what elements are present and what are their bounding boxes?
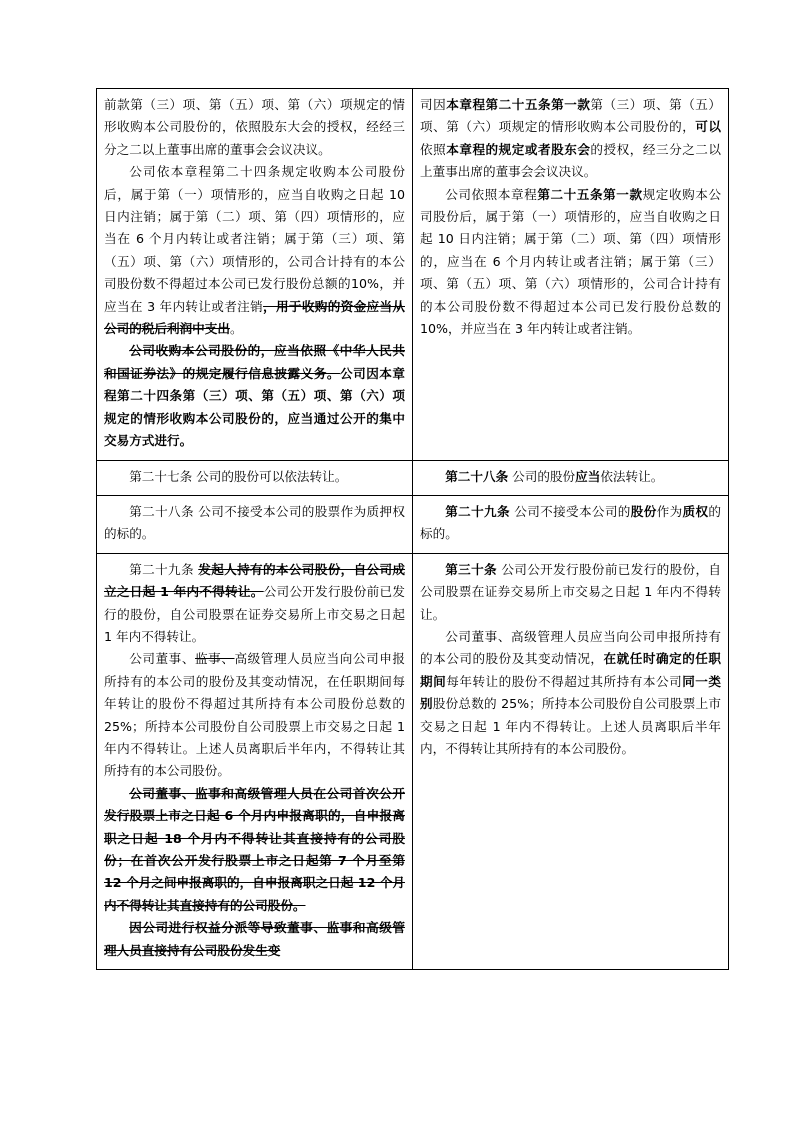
text-run: 第二十八条 公司不接受本公司的股票作为质押权的标的。 (104, 503, 405, 542)
paragraph (420, 94, 721, 184)
paragraph (104, 559, 405, 649)
text-run: 监事、 (195, 651, 235, 667)
table-cell-original (97, 553, 413, 969)
table-cell-revised (413, 89, 729, 461)
text-run: 高级管理人员应当向公司申报所持有的本公司的股份及其变动情况，在任职期间每年转让的股份不得超过其所持有本公司股份总数的 25%；所持本公司股份自公司股票上市交易之日起 1 年内不得转让。上述人员离职后半年内，不得转让其所持有的本公司股份。 (104, 651, 406, 779)
paragraph (104, 466, 405, 488)
text-run: 公司依本章程第二十四条规定收购本公司股份后，属于第（一）项情形的，应当自收购之日起 10 日内注销；属于第（二）项、第（四）项情形的，应当在 6 个月内转让或者注销；属于第（三）项、第（五）项、第（六）项情形的，公司合计持有的本公司股份数不得超过本公司已发行股份总额的10%，并应当在 3 年内转让或者注销 (104, 164, 405, 314)
table-cell-original (97, 495, 413, 553)
table-row (97, 89, 729, 461)
text-run: 公司收购本公司股份的，应当依照《中华人民共和国证券法》的规定履行信息披露义务。 (104, 343, 405, 381)
text-run: 前款第（三）项、第（五）项、第（六）项规定的情形收购本公司股份的，依照股东大会的授权，经经三分之二以上董事出席的董事会会议决议。 (104, 97, 405, 157)
text-run: 同一类别 (420, 673, 721, 712)
paragraph (104, 161, 405, 340)
text-run: 发起人持有的本公司股份，自公司成立之日起 1 年内不得转让。 (104, 561, 406, 600)
text-run: 公司不接受本公司的 (509, 503, 631, 519)
text-run: 。 (229, 321, 243, 337)
text-run: 的授权，经三分之二以上董事出席的董事会会议决议。 (420, 141, 721, 180)
paragraph (104, 340, 405, 452)
text-run: 第二十五条第一款 (537, 186, 643, 202)
text-run: 第三十条 (445, 561, 497, 577)
text-run: 公司公开发行股份前已发行的股份，自公司股票在证券交易所上市交易之日起 1 年内不得转让。 (420, 561, 721, 622)
text-run: 股份总数的 25%；所持本公司股份自公司股票上市交易之日起 1 年内不得转让。上述人员离职后半年内，不得转让其所持有的本公司股份。 (420, 696, 721, 756)
text-run: 第二十七条 公司的股份可以依法转让。 (129, 468, 348, 484)
text-run: 股份 (630, 503, 657, 519)
paragraph (420, 559, 721, 626)
text-run: 公司的股份 (508, 468, 576, 484)
text-run: 作为 (656, 503, 683, 519)
paragraph (420, 466, 721, 488)
paragraph (104, 648, 405, 782)
text-run: 第二十九条 (445, 503, 510, 519)
text-run: 每年转让的股份不得超过其所持有本公司 (446, 673, 683, 689)
text-run: 第二十九条 (129, 561, 199, 577)
text-run: 公司公开发行股份前已发行的股份，自公司股票在证券交易所上市交易之日起 1 年内不得转让。 (104, 584, 405, 644)
table-body (97, 89, 729, 970)
text-run: ，用于收购的资金应当从公司的税后利润中支出 (104, 298, 405, 337)
table-row (97, 495, 729, 553)
text-run: 公司董事、监事和高级管理人员在公司首次公开发行股票上市之日起 6 个月内申报离职的，自申报离职之日起 18 个月内不得转让其直接持有的公司股份；在首次公开发行股票上市之日起第 7 个月至第 12 个月之间申报离职的，自申报离职之日起 12 个月内不得转让其直接持有的公司股份。 (104, 785, 405, 913)
text-run: 公司依照本章程 (445, 186, 538, 202)
text-run: 应当 (575, 468, 601, 484)
table-cell-revised (413, 460, 729, 495)
paragraph (104, 917, 405, 962)
text-run: 的标的。 (420, 503, 722, 542)
paragraph (104, 783, 405, 917)
table-cell-original (97, 460, 413, 495)
text-run: 本章程的规定或者股东会 (446, 141, 591, 157)
text-run: 司因 (420, 97, 447, 112)
text-run: 因公司进行权益分派等导致董事、监事和高级管理人员直接持有公司股份发生变 (104, 920, 405, 958)
text-run: 可以 (695, 119, 721, 135)
table-cell-revised (413, 553, 729, 969)
text-run: 公司董事、高级管理人员应当向公司申报所持有的本公司的股份及其变动情况， (420, 628, 721, 667)
text-run: 本章程第二十五条第一款 (446, 97, 591, 112)
table-row (97, 460, 729, 495)
paragraph (420, 184, 721, 341)
text-run: 依照 (420, 141, 447, 157)
text-run: 质权 (682, 503, 709, 519)
comparison-table (96, 88, 729, 970)
paragraph (420, 501, 721, 546)
table-cell-revised (413, 495, 729, 553)
paragraph (104, 94, 405, 161)
text-run: 第二十八条 (445, 468, 509, 484)
text-run: 第（三）项、第（五）项、第（六）项规定的情形收购本公司股份的， (420, 97, 721, 135)
table-row (97, 553, 729, 969)
text-run: 公司因本章程第二十四条第（三）项、第（五）项、第（六）项规定的情形收购本公司股份的，应当通过公开的集中交易方式进行。 (104, 365, 405, 449)
text-run: 在就任时确定的任职期间 (420, 651, 721, 689)
paragraph (420, 626, 721, 760)
text-run: 规定收购本公司股份后，属于第（一）项情形的，应当自收购之日起 10 日内注销；属于第（二）项、第（四）项情形的，应当在 6 个月内转让或者注销；属于第（三）项、第（五）项、第（六）项情形的，公司合计持有的本公司股份数不得超过本公司已发行股份总数的 10%，并应当在 3 年内转让或者注销。 (420, 186, 722, 337)
table-cell-original (97, 89, 413, 461)
text-run: 依法转让。 (600, 468, 664, 484)
text-run: 公司董事、 (129, 651, 195, 667)
paragraph (104, 501, 405, 546)
